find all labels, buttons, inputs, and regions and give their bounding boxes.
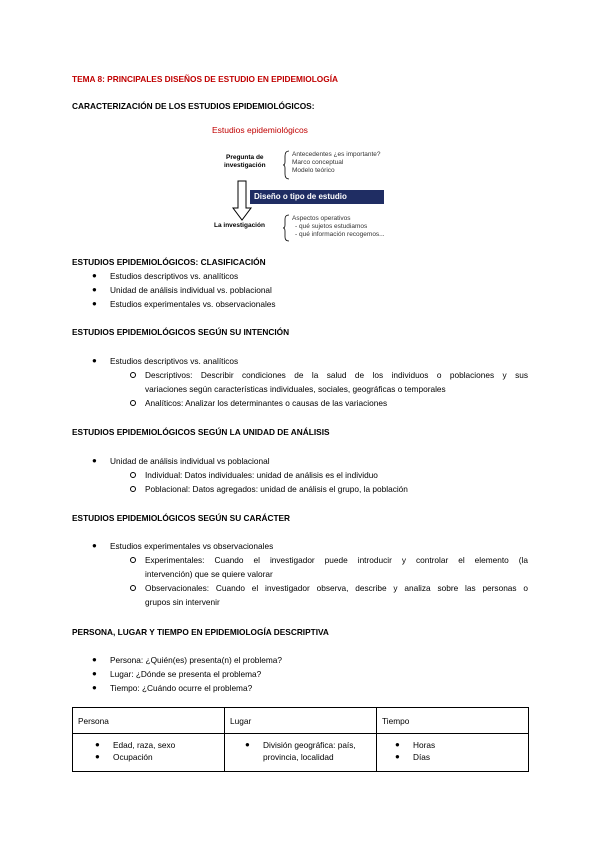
- sub-item-text: Observacionales: Cuando el investigador observa, describe y analiza sobre las personas o: [145, 583, 528, 593]
- circle-bullet-icon: [130, 557, 136, 563]
- circle-bullet-icon: [130, 400, 136, 406]
- epidemiology-diagram: [200, 124, 400, 242]
- diagram-investigacion-items: Aspectos operativos - qué sujetos estudiamos - qué información recogemos...: [292, 215, 385, 238]
- list-item: Estudios descriptivos vs. analíticos: [110, 356, 239, 366]
- circle-bullet-icon: [130, 472, 136, 478]
- caracterizacion-heading: CARACTERIZACIÓN DE LOS ESTUDIOS EPIDEMIOLÓGICOS:: [72, 101, 315, 111]
- unidad-heading: ESTUDIOS EPIDEMIOLÓGICOS SEGÚN LA UNIDAD DE ANÁLISIS: [72, 427, 330, 437]
- bullet-icon: ●: [92, 669, 97, 678]
- diagram-pregunta: Pregunta de investigación: [224, 154, 266, 169]
- plt-table: [72, 707, 529, 772]
- list-item: Estudios experimentales vs observacionales: [110, 541, 274, 551]
- table-cell-tiempo: ● Horas ● Días: [377, 734, 529, 772]
- bullet-icon: ●: [92, 683, 97, 692]
- diagram-investigacion: La investigación: [214, 222, 265, 229]
- list-item: Unidad de análisis individual vs. poblacional: [110, 285, 272, 295]
- bullet-icon: ●: [92, 541, 97, 550]
- sub-item-text: Individual: Datos individuales: unidad de análisis es el individuo: [145, 470, 378, 480]
- document-title: TEMA 8: PRINCIPALES DISEÑOS DE ESTUDIO EN EPIDEMIOLOGÍA: [72, 74, 338, 84]
- list-item: Estudios experimentales vs. observacionales: [110, 299, 276, 309]
- brace-icon: [282, 150, 290, 180]
- sub-item-text: intervención) que se quiere valorar: [145, 569, 273, 579]
- bullet-icon: ●: [92, 456, 97, 465]
- sub-item-text: variaciones según características individuales, sociales, geográficas o temporales: [145, 384, 446, 394]
- circle-bullet-icon: [130, 486, 136, 492]
- list-item: Persona: ¿Quién(es) presenta(n) el problema?: [110, 655, 283, 665]
- sub-item-text: grupos sin intervenir: [145, 597, 220, 607]
- list-item: Unidad de análisis individual vs poblacional: [110, 456, 270, 466]
- diagram-pregunta-items: Antecedentes ¿es importante? Marco conceptual Modelo teórico: [292, 151, 381, 174]
- intencion-heading: ESTUDIOS EPIDEMIOLÓGICOS SEGÚN SU INTENCIÓN: [72, 327, 290, 337]
- sub-item-text: Experimentales: Cuando el investigador puede introducir y controlar el elemento (la: [145, 555, 528, 565]
- bullet-icon: ●: [92, 299, 97, 308]
- circle-bullet-icon: [130, 372, 136, 378]
- circle-bullet-icon: [130, 585, 136, 591]
- bullet-icon: ●: [92, 356, 97, 365]
- table-header-cell: Persona: [73, 708, 225, 734]
- caracter-heading: ESTUDIOS EPIDEMIOLÓGICOS SEGÚN SU CARÁCTER: [72, 513, 291, 523]
- table-header-cell: Tiempo: [377, 708, 529, 734]
- bullet-icon: ●: [92, 655, 97, 664]
- list-item: Estudios descriptivos vs. analíticos: [110, 271, 239, 281]
- bullet-icon: ●: [92, 285, 97, 294]
- down-arrow-icon: [232, 180, 252, 222]
- brace-icon: [282, 214, 290, 242]
- diseno-box: Diseño o tipo de estudio: [250, 190, 384, 204]
- sub-item-text: Descriptivos: Describir condiciones de la salud de los individuos o poblaciones y sus: [145, 370, 528, 380]
- bullet-icon: ●: [92, 271, 97, 280]
- table-cell-persona: ● Edad, raza, sexo ● Ocupación: [73, 734, 225, 772]
- sub-item-text: Poblacional: Datos agregados: unidad de análisis el grupo, la población: [145, 484, 408, 494]
- list-item: Lugar: ¿Dónde se presenta el problema?: [110, 669, 262, 679]
- sub-item-text: Analíticos: Analizar los determinantes o causas de las variaciones: [145, 398, 388, 408]
- list-item: Tiempo: ¿Cuándo ocurre el problema?: [110, 683, 253, 693]
- plt-heading: PERSONA, LUGAR Y TIEMPO EN EPIDEMIOLOGÍA DESCRIPTIVA: [72, 627, 329, 637]
- diagram-title: Estudios epidemiológicos: [212, 125, 308, 135]
- table-cell-lugar: ● División geográfica: país, provincia, localidad: [225, 734, 377, 772]
- clasificacion-heading: ESTUDIOS EPIDEMIOLÓGICOS: CLASIFICACIÓN: [72, 257, 266, 267]
- table-header-cell: Lugar: [225, 708, 377, 734]
